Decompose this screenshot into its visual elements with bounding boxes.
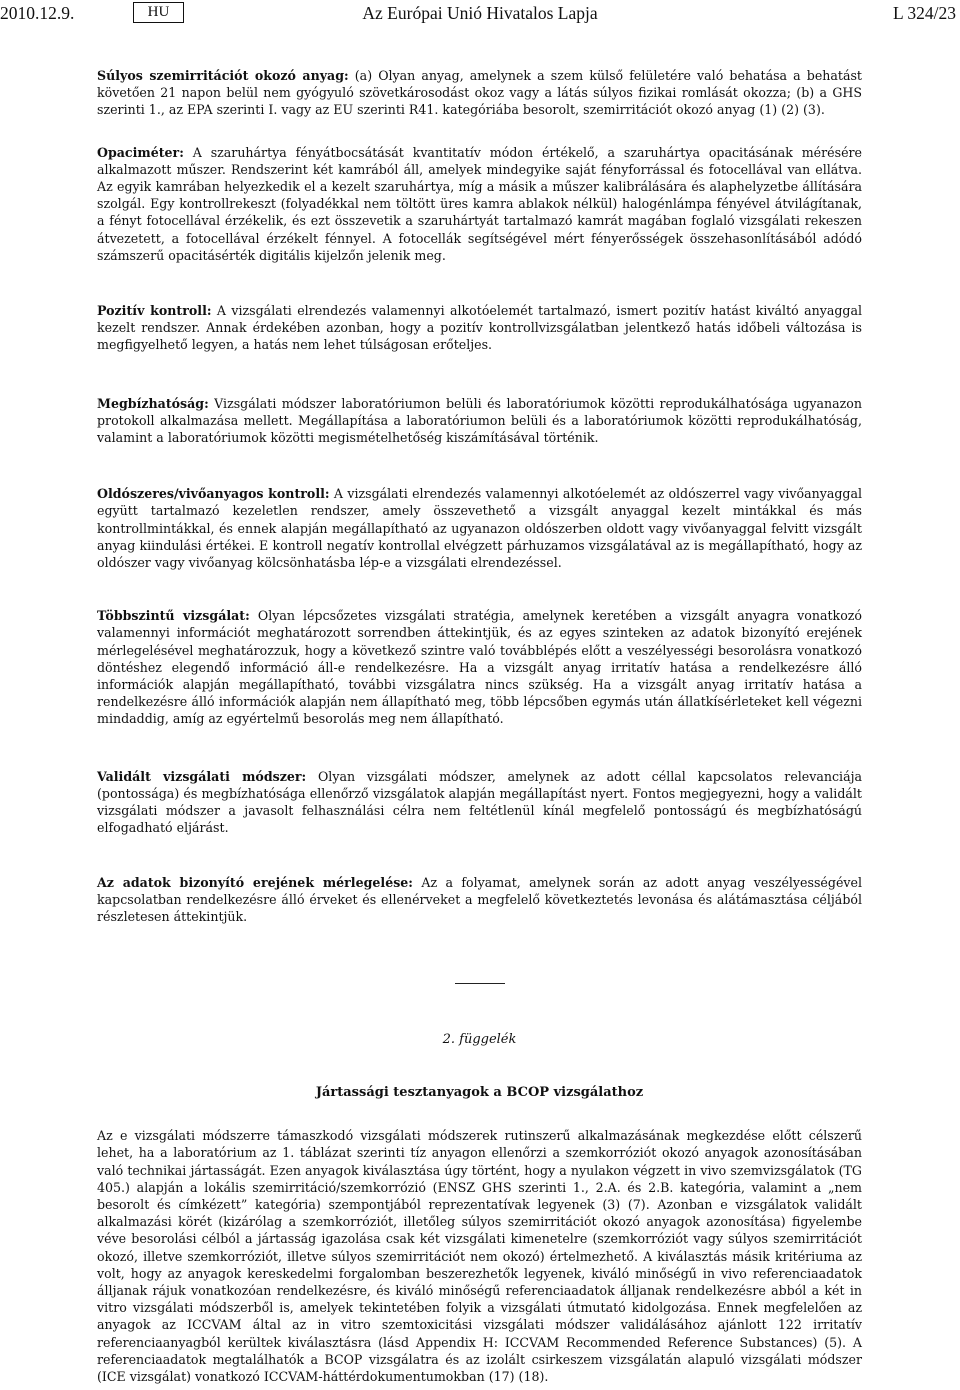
- definition-term: Oldószeres/vivőanyagos kontroll:: [97, 486, 330, 502]
- annex-title: Jártassági tesztanyagok a BCOP vizsgálathoz: [315, 1085, 644, 1101]
- definition-paragraph: [97, 302, 862, 354]
- definition-text: A szaruhártya fényátbocsátását kvantitatív módon értékelő, a szaruhártya opacitásának mérésére alkalmazott műszer. Rendszerint két kamrából áll, amelyek mindegyike saját fényforrással és fotocellával van ellátva. Az egyik kamrában helyezkedik el a kezelt szaruhártya, míg a másik a műszer kalibrálására és alaphelyzetbe állítására szolgál. Egy kontrollrekeszt (folyadékkal nem töltött üres kamra ablakok nélkül) halogénlámpa fényével átvilágítanak, a fényt fotocellával érzékelik, és ezt összevetik a szaruhártyát tartalmazó kamrát magában foglaló vizsgálati rekeszen átvezetett, a fotocellával érzékelt fénnyel. A fotocellák segítségével mért fényerősségek összehasonlításából adódó számszerű opacitásérték digitális kijelzőn jelenik meg.: [97, 144, 862, 263]
- definition-term: Opaciméter:: [97, 144, 184, 160]
- page-reference: L 324/23: [892, 3, 956, 23]
- definition-term: Többszintű vizsgálat:: [97, 608, 250, 624]
- annex-intro-paragraph: Az e vizsgálati módszerre támaszkodó vizsgálati módszerek rutinszerű alkalmazásának megkezdése előtt célszerű lehet, ha a laboratórium az 1. táblázat szerinti tíz anyagon ellenőrzi a szemkorróziót okozó anyagok azonosításában való technikai jártasságát. Ezen anyagok kiválasztása úgy történt, hogy a nyulakon végzett in vivo szemvizsgálatok (TG 405.) alapján a lokális szemirritáció/szemkorrózió (ENSZ GHS szerinti 1., 2.A. és 2.B. kategória, valamint a „nem besorolt és címkézett” kategória) szempontjából reprezentatívak legyenek (3) (7). Azonban e vizsgálatok validált alkalmazási körét (kizárólag a szemkorróziót, illetőleg súlyos szemirritációt okozó anyagok azonosítása) figyelembe véve besorolási célból a jártasság igazolása csak két vizsgálati kimenetelre (szemkorróziót vagy súlyos szemirritációt okozó, illetve szemkorróziót, illetve súlyos szemirritációt nem okozó) értelmezhető. A kiválasztás másik kritériuma az volt, hogy az anyagok kereskedelmi forgalomban beszerezhetők legyenek, kiváló minőségű in vivo referenciaadatok álljanak rájuk vonatkozóan rendelkezésre, és kiváló minőségű referenciaadatok álljanak rendelkezésre abból a két in vitro vizsgálati módszerből is, amelyek tekintetében folyik a vizsgálati útmutató kidolgozása. Ennek megfelelően az anyagok az ICCVAM által az in vitro szemtoxicitási vizsgálati módszer validálásához ajánlott 122 irritatív referenciaanyagból kerültek kiválasztásra (lásd Appendix H: ICCVAM Recommended Reference Substances) (5). A referenciaadatok megtalálhatók a BCOP vizsgálatra és az izolált csirkeszem vizsgálatán alapuló vizsgálati módszer (ICE vizsgálat) vonatkozó ICCVAM-háttérdokumentumokban (17) (18).: [97, 1128, 862, 1384]
- definition-term: Pozitív kontroll:: [97, 303, 212, 319]
- definition-text: Vizsgálati módszer laboratóriumon belüli és laboratóriumok közötti reprodukálhatósága ugyanazon protokoll alkalmazása mellett. Megállapítása a laboratóriumon belüli és a laboratóriumok közötti reprodukálhatóság, valamint a laboratóriumok közötti megismételhetőség kiszámításával történik.: [97, 395, 862, 446]
- definition-paragraph: [97, 768, 862, 837]
- definition-paragraph: [97, 485, 862, 571]
- definition-paragraph: [97, 144, 862, 264]
- definition-term: Súlyos szemirritációt okozó anyag:: [97, 68, 349, 83]
- definition-term: Megbízhatóság:: [97, 395, 209, 411]
- journal-title: Az Európai Unió Hivatalos Lapja: [362, 3, 598, 23]
- definition-text: (a) Olyan anyag, amelynek a szem külső felületére való behatása a behatást követően 21 napon belül nem gyógyuló szövetkárosodást okoz vagy a látás súlyos fizikai romlását okozza; (b) a GHS szerinti 1., az EPA szerinti I. vagy az EU szerinti R41. kategóriába besorolt, szemirritációt okozó anyag (1) (2) (3).: [97, 68, 862, 118]
- definition-paragraph: [97, 395, 862, 447]
- annex-number: 2. függelék: [442, 1032, 517, 1048]
- language-code-box: HU: [133, 2, 184, 23]
- definition-text: Az a folyamat, amelynek során az adott anyag veszélyességével kapcsolatban rendelkezésre álló érveket és ellenérveket a megfelelő következtetés levonása és alátámasztása céljából részletesen áttekintjük.: [97, 874, 862, 924]
- definition-term: Validált vizsgálati módszer:: [97, 768, 307, 784]
- definition-text: A vizsgálati elrendezés valamennyi alkotóelemét tartalmazó, ismert pozitív hatást kiváltó anyaggal kezelt rendszer. Annak érdekében azonban, hogy a pozitív kontrollvizsgálatban jelentkező hatás időbeli változása is megfigyelhető legyen, a hatás nem lehet túlságosan erőteljes.: [97, 303, 863, 353]
- definition-text: A vizsgálati elrendezés valamennyi alkotóelemét az oldószerrel vagy vivőanyaggal együtt tartalmazó kezeletlen rendszer, amely összevethető a vizsgált anyaggal kezelt mintákkal és más kontrollmintákkal, és ennek alapján megállapítható az ugyanazon oldószerben oldott vagy vivőanyaggal felvitt vizsgált anyag kiindulási értékei. E kontroll negatív kontrollal elvégzett párhuzamos vizsgálatával az is megállapítható, hogy az oldószer vagy vivőanyag kölcsönhatásba lép-e a vizsgálati elrendezéssel.: [97, 486, 862, 571]
- definition-term: Az adatok bizonyító erejének mérlegelése:: [97, 874, 413, 890]
- definition-paragraph: [97, 67, 862, 119]
- page-header: [0, 3, 960, 23]
- definition-paragraph: [97, 607, 862, 727]
- publication-date: 2010.12.9.: [0, 3, 75, 23]
- document-body: [97, 67, 862, 1385]
- definition-text: Olyan lépcsőzetes vizsgálati stratégia, amelynek keretében a vizsgált anyagra vonatkozó valamennyi információt meghatározott sorrendben áttekintjük, és az egyes szinteken az adatok bizonyító erejének mérlegelésével meghatározzuk, hogy a következő szintre való továbblépés előtt a veszélyességi besorolásra vonatkozó döntéshez elegendő információ áll-e rendelkezésre. Ha a vizsgált anyag irritatív hatása a rendelkezésre álló információk alapján megállapítható, további vizsgálatra nincs szükség. Ha a vizsgált anyag irritatív hatása a rendelkezésre álló információk alapján nem állapítható meg, több lépcsőben egymás után állatkísérleteket kell végezni mindaddig, amíg az egyértelmű besorolás meg nem állapítható.: [97, 608, 862, 727]
- definition-text: Olyan vizsgálati módszer, amelynek az adott céllal kapcsolatos relevanciája (pontossága) és megbízhatósága ellenőrző vizsgálatok alapján megállapítást nyert. Fontos megjegyezni, hogy a validált vizsgálati módszer a javasolt felhasználási célra nem feltétlenül kínál megfelelő pontosságú és megbízhatóságú elfogadható eljárást.: [97, 768, 862, 836]
- definition-paragraph: [97, 874, 862, 926]
- section-divider: [455, 983, 505, 984]
